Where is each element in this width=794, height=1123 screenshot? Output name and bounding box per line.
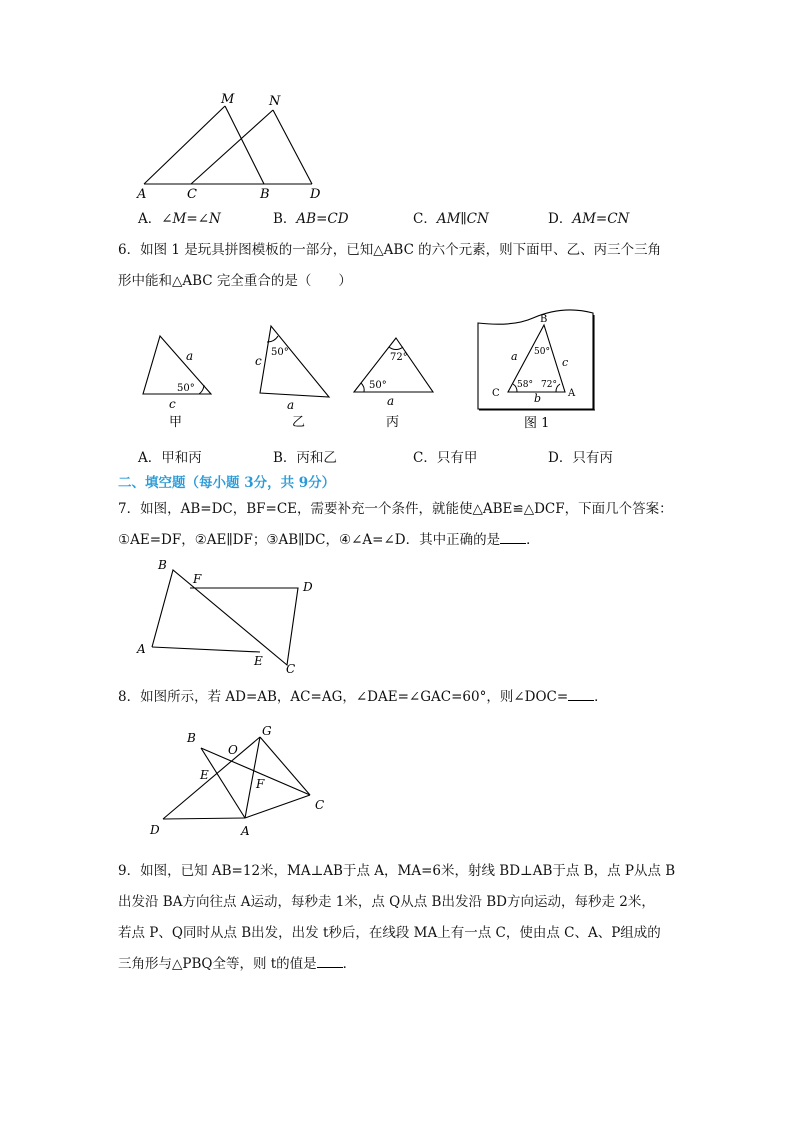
fig1-angle-a: 72°: [541, 380, 557, 390]
jia-side-c: c: [169, 397, 176, 411]
q6-figure-bing: [350, 330, 440, 430]
q7-line-2: ①AE=DF，②AE∥DF；③AB∥DC，④∠A=∠D．其中正确的是 ．: [118, 532, 540, 548]
q9-line-4: 三角形与△PBQ全等，则 t的值是 ．: [118, 956, 357, 972]
label-N: N: [269, 94, 281, 109]
q6-line-1: 6．如图 1 是玩具拼图模板的一部分，已知△ABC 的六个元素，则下面甲、乙、丙三个三角: [118, 242, 662, 258]
q8-label-c: C: [315, 798, 325, 812]
q6-question: [118, 235, 678, 297]
q8-label-g: G: [262, 724, 272, 738]
yi-caption: 乙: [292, 415, 306, 430]
q6-option-d: D．只有丙: [548, 450, 613, 466]
q5-option-c: C．AM∥CN: [413, 211, 489, 227]
fig1-label-a: A: [568, 388, 576, 399]
q8-label-d: D: [150, 823, 160, 837]
bing-caption: 丙: [386, 415, 400, 430]
fig1-side-c: c: [562, 356, 569, 369]
q7-label-e: E: [254, 654, 263, 668]
q7-figure: [135, 555, 325, 680]
fig1-angle-b: 50°: [534, 347, 550, 357]
q6-option-b: B．丙和乙: [273, 450, 337, 466]
q7-answer-blank: [500, 531, 526, 544]
fig1-side-b: b: [534, 392, 542, 405]
bing-side-a: a: [387, 394, 395, 408]
q6-figure-jia: [135, 330, 225, 430]
q8-label-e: E: [200, 768, 209, 782]
fig1-label-b: B: [540, 314, 548, 325]
q8-label-f: F: [256, 777, 265, 791]
q7-label-b: B: [158, 558, 167, 572]
q8-label-o: O: [228, 743, 238, 757]
label-C: C: [187, 187, 197, 202]
q8-label-a: A: [241, 824, 250, 838]
q8-question: [118, 682, 678, 713]
label-B: B: [260, 187, 270, 202]
fig1-caption: 图 1: [524, 416, 550, 431]
q5-option-b: B．AB=CD: [273, 211, 349, 227]
q6-option-c: C．只有甲: [413, 450, 478, 466]
q9-line-2: 出发沿 BA方向往点 A运动，每秒走 1米，点 Q从点 B出发沿 BD方向运动，每秒走 2米，: [118, 894, 655, 910]
q9-question: [118, 856, 678, 980]
yi-side-a: a: [287, 398, 295, 412]
q7-label-a: A: [137, 642, 146, 656]
jia-angle: 50°: [177, 383, 195, 394]
jia-side-a: a: [186, 349, 194, 363]
bing-angle-left: 50°: [369, 380, 387, 391]
q6-option-a: A．甲和丙: [138, 450, 202, 466]
q9-line-1: 9．如图，已知 AB=12米，MA⊥AB于点 A，MA=6米，射线 BD⊥AB于点 B，点 P从点 B: [118, 863, 676, 879]
label-A: A: [137, 187, 147, 202]
q8-answer-blank: [568, 688, 594, 701]
fig1-label-c: C: [492, 388, 500, 399]
q6-figure-1: [473, 305, 598, 435]
yi-side-c: c: [255, 354, 262, 368]
q8-figure: [145, 720, 335, 840]
q8-line: 8．如图所示，若 AD=AB，AC=AG，∠DAE=∠GAC=60°，则∠DOC= ．: [118, 689, 608, 705]
q8-label-b: B: [187, 731, 196, 745]
q9-answer-blank: [317, 955, 343, 968]
fig1-angle-c: 58°: [517, 380, 533, 390]
section-2-title: 二、填空题（每小题 3分，共 9分）: [118, 475, 336, 491]
yi-angle: 50°: [271, 347, 289, 358]
q5-option-a: A．∠M=∠N: [138, 211, 221, 227]
q7-label-c: C: [286, 662, 296, 676]
q6-figure-yi: [250, 320, 345, 430]
q7-question: [118, 494, 678, 556]
q9-line-3: 若点 P、Q同时从点 B出发，出发 t秒后，在线段 MA上有一点 C，使由点 C、A、P组成的: [118, 925, 661, 941]
label-D: D: [310, 187, 321, 202]
label-M: M: [221, 92, 235, 107]
jia-caption: 甲: [169, 415, 183, 430]
q7-label-d: D: [303, 580, 313, 594]
q6-line-2: 形中能和△ABC 完全重合的是（ ）: [118, 273, 352, 289]
fig1-side-a: a: [511, 350, 518, 363]
bing-angle-top: 72°: [390, 352, 408, 363]
q7-line-1: 7．如图，AB=DC，BF=CE，需要补充一个条件，就能使△ABE≌△DCF，下面几个答案：: [118, 501, 673, 517]
q5-figure: [130, 90, 340, 205]
q5-option-d: D．AM=CN: [548, 211, 630, 227]
q7-label-f: F: [193, 572, 202, 586]
